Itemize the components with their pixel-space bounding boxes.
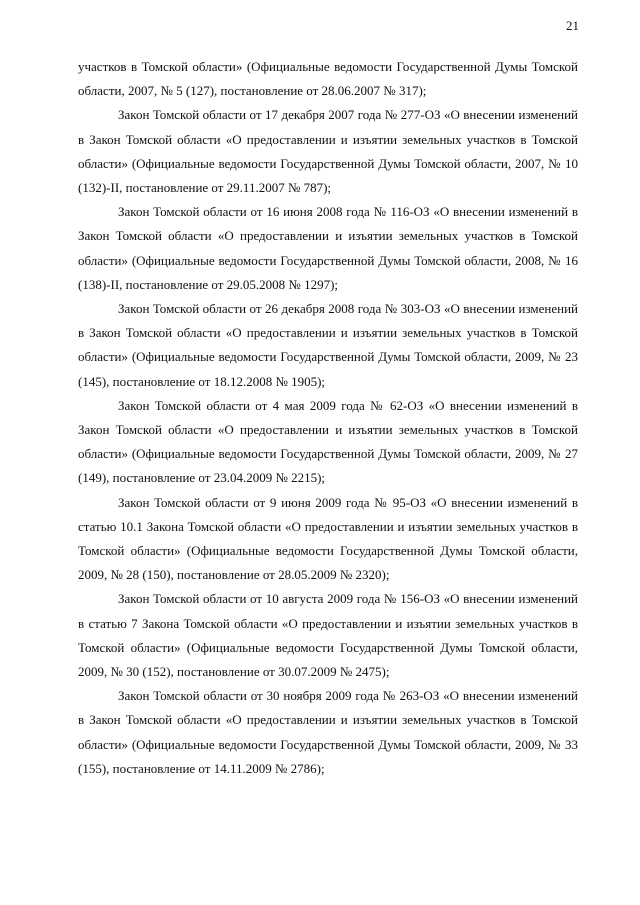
paragraph-law-156: Закон Томской области от 10 августа 2009 года № 156-ОЗ «О внесении изменений в статью 7 Закона Томской области «О предоставлении и изъятии земельных участков в Томской области» (Официальные ведомости Государственной Думы Томской области, 2009, № 30 (152), постановление от 30.07.2009 № 2475); xyxy=(78,591,578,680)
paragraph-continuation: участков в Томской области» (Официальные ведомости Государственной Думы Томской области, 2007, № 5 (127), постановление от 28.06.2007 № 317); xyxy=(78,59,578,99)
paragraph-law-116: Закон Томской области от 16 июня 2008 года № 116-ОЗ «О внесении изменений в Закон Томской области «О предоставлении и изъятии земельных участков в Томской области» (Официальные ведомости Государственной Думы Томской области, 2008, № 16 (138)-II, постановление от 29.05.2008 № 1297); xyxy=(78,204,578,292)
paragraph-law-95: Закон Томской области от 9 июня 2009 года № 95-ОЗ «О внесении изменений в статью 10.1 Закона Томской области «О предоставлении и изъятии земельных участков в Томской области» (Официальные ведомости Государственной Думы Томской области, 2009, № 28 (150), постановление от 28.05.2009 № 2320); xyxy=(78,494,578,583)
paragraph-law-277: Закон Томской области от 17 декабря 2007 года № 277-ОЗ «О внесении изменений в Закон Томской области «О предоставлении и изъятии земельных участков в Томской области» (Официальные ведомости Государственной Думы Томской области, 2007, № 10 (132)-II, постановление от 29.11.2007 № 787); xyxy=(78,107,578,196)
paragraph-law-263: Закон Томской области от 30 ноября 2009 года № 263-ОЗ «О внесении изменений в Закон Томской области «О предоставлении и изъятии земельных участков в Томской области» (Официальные ведомости Государственной Думы Томской области, 2009, № 33 (155), постановление от 14.11.2009 № 2786); xyxy=(78,688,578,776)
paragraph-law-303: Закон Томской области от 26 декабря 2008 года № 303-ОЗ «О внесении изменений в Закон Томской области «О предоставлении и изъятии земельных участков в Томской области» (Официальные ведомости Государственной Думы Томской области, 2009, № 23 (145), постановление от 18.12.2008 № 1905); xyxy=(78,301,578,389)
page-number: 21 xyxy=(566,18,579,33)
document-body xyxy=(78,55,578,781)
paragraph-law-62: Закон Томской области от 4 мая 2009 года № 62-ОЗ «О внесении изменений в Закон Томской области «О предоставлении и изъятии земельных участков в Томской области» (Официальные ведомости Государственной Думы Томской области, 2009, № 27 (149), постановление от 23.04.2009 № 2215); xyxy=(78,397,578,486)
